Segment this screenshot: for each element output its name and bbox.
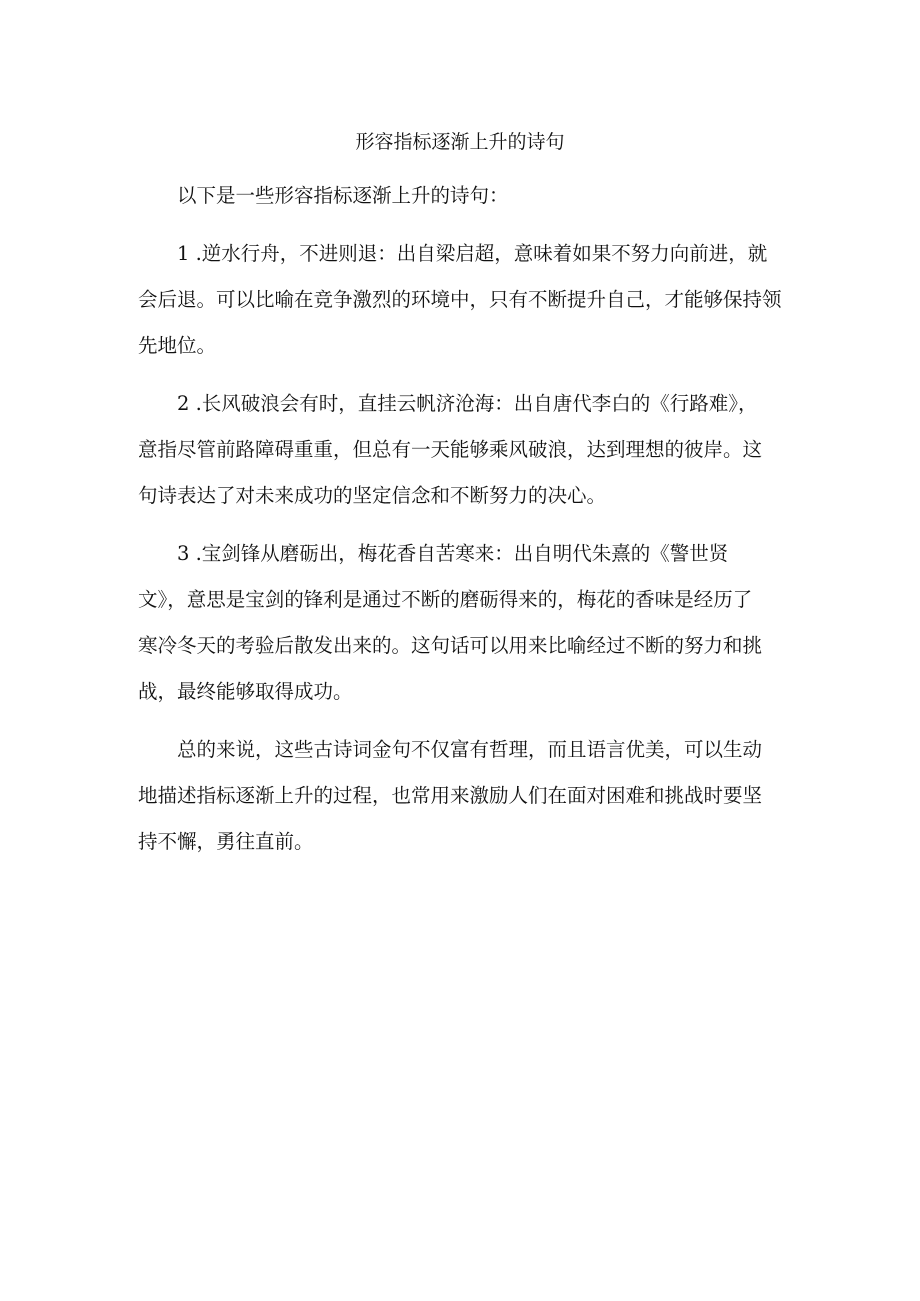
paragraph-line: 总的来说，这些古诗词金句不仅富有哲理，而且语言优美，可以生动 (177, 738, 763, 761)
list-item-1 (138, 231, 788, 369)
conclusion-paragraph (138, 727, 788, 865)
document-body (138, 173, 788, 877)
paragraph-line: 文》，意思是宝剑的锋利是通过不断的磨砺得来的，梅花的香味是经历了 (138, 588, 753, 611)
paragraph-line: 地描述指标逐渐上升的过程，也常用来激励人们在面对困难和挑战时要坚 (138, 784, 763, 807)
paragraph-line: 以下是一些形容指标逐渐上升的诗句： (177, 184, 509, 207)
paragraph-line: 1 .逆水行舟，不进则退：出自梁启超，意味着如果不努力向前进，就 (177, 242, 768, 265)
paragraph-line: 句诗表达了对未来成功的坚定信念和不断努力的决心。 (138, 484, 607, 507)
document-title: 形容指标逐渐上升的诗句 (355, 131, 565, 153)
paragraph-line: 2 .长风破浪会有时，直挂云帆济沧海：出自唐代李白的《行路难》， (177, 392, 758, 415)
paragraph-line: 3 .宝剑锋从磨砺出，梅花香自苦寒来：出自明代朱熹的《警世贤 (177, 542, 729, 565)
intro-paragraph (138, 173, 788, 219)
list-item-2 (138, 381, 788, 519)
paragraph-line: 先地位。 (138, 334, 217, 357)
list-item-3 (138, 531, 788, 715)
paragraph-line: 寒冷冬天的考验后散发出来的。这句话可以用来比喻经过不断的努力和挑 (138, 634, 763, 657)
paragraph-line: 会后退。可以比喻在竞争激烈的环境中，只有不断提升自己，才能够保持领 (138, 288, 782, 311)
paragraph-line: 持不懈，勇往直前。 (138, 830, 314, 853)
paragraph-line: 意指尽管前路障碍重重，但总有一天能够乘风破浪，达到理想的彼岸。这 (138, 438, 763, 461)
paragraph-line: 战，最终能够取得成功。 (138, 680, 353, 703)
